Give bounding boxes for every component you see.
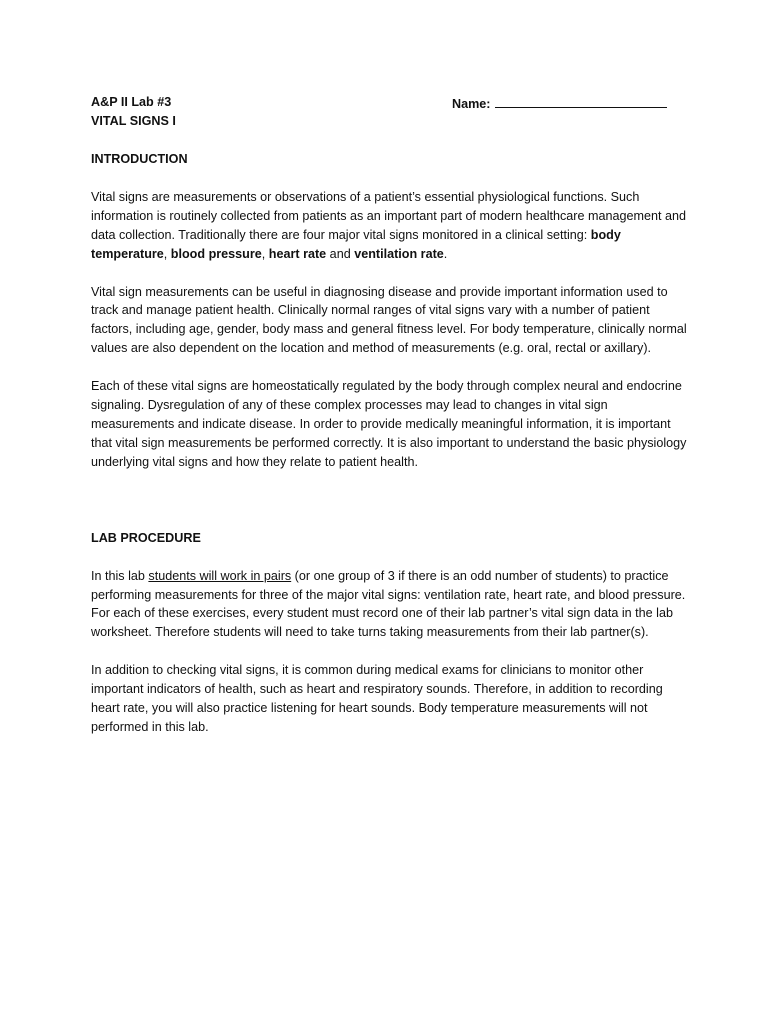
lab-procedure-heading: LAB PROCEDURE [91, 530, 201, 545]
intro-p1-end: . [443, 246, 448, 261]
vital-sign-ventilation-rate: ventilation rate [354, 246, 444, 261]
intro-p1-sep2: , [261, 246, 269, 261]
intro-p1-sep1: , [163, 246, 171, 261]
intro-p1-text: Vital signs are measurements or observations of a patient’s essential physiological functions. Such information is routinely collected from patients as an important part of modern healthcare management and data collection. Traditionally there are four major vital signs monitored in a clinical setting: [91, 189, 687, 242]
vital-sign-blood-pressure: blood pressure [170, 246, 262, 261]
introduction-heading: INTRODUCTION [91, 152, 188, 166]
name-blank-line [495, 93, 667, 108]
header-row [91, 93, 691, 112]
lab-subtitle: VITAL SIGNS I [91, 114, 176, 128]
name-field [452, 93, 667, 114]
vital-sign-body-temperature: body temperature [91, 227, 621, 261]
intro-p1-and: and [326, 246, 355, 261]
procedure-p1-underlined: students will work in pairs [148, 568, 292, 583]
name-label: Name: [452, 97, 491, 111]
lab-title: A&P II Lab #3 [91, 95, 172, 109]
intro-paragraph-3: Each of these vital signs are homeostatically regulated by the body through complex neural and endocrine signaling. Dysregulation of any of these complex processes may lead to changes in vital sign measurements and indicate disease. In order to provide medically meaningful information, it is important that vital sign measurements be performed correctly. It is also important to understand the basic physiology underlying vital signs and how they relate to patient health. [91, 379, 687, 469]
procedure-paragraph-1 [91, 567, 691, 643]
procedure-p1-rest: (or one group of 3 if there is an odd number of students) to practice performing measurements for three of the major vital signs: ventilation rate, heart rate, and blood pressure. For each of these exercises, every student must record one of their lab partner’s vital sign data in the lab worksheet. Therefore students will need to take turns taking measurements from their lab partner(s). [91, 568, 686, 640]
procedure-paragraph-2: In addition to checking vital signs, it is common during medical exams for clinicians to monitor other important indicators of health, such as heart and respiratory sounds. Therefore, in addition to recording heart rate, you will also practice listening for heart sounds. Body temperature measurements will not performed in this lab. [91, 663, 663, 734]
intro-paragraph-1 [91, 188, 691, 264]
procedure-p1-start: In this lab [91, 568, 149, 583]
document-content [91, 93, 691, 737]
vital-sign-heart-rate: heart rate [268, 246, 327, 261]
intro-paragraph-2: Vital sign measurements can be useful in diagnosing disease and provide important information used to track and manage patient health. Clinically normal ranges of vital signs vary with a number of patient factors, including age, gender, body mass and general fitness level. For body temperature, clinically normal values are also dependent on the location and method of measurements (e.g. oral, rectal or axillary). [91, 284, 687, 356]
